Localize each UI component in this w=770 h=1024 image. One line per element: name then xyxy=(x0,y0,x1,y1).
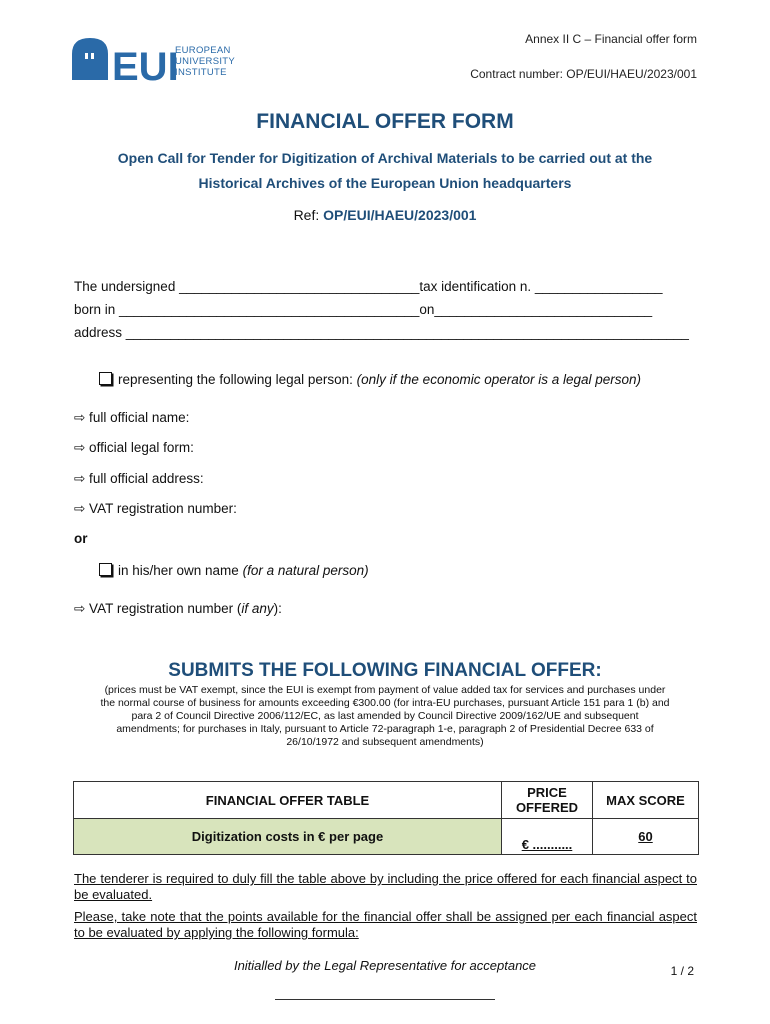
row-score xyxy=(593,819,699,855)
logo-line-1: EUROPEAN xyxy=(175,45,231,56)
para-instructions: The tenderer is required to duly fill the table above by including the price offered for each financial aspect to be evaluated. xyxy=(74,871,697,902)
item-address: ⇨ full official address: xyxy=(74,471,204,486)
col-header-table: FINANCIAL OFFER TABLE xyxy=(74,782,502,819)
annex-label: Annex II C – Financial offer form xyxy=(525,32,697,46)
row-price-input[interactable] xyxy=(502,819,593,855)
ref-label: Ref: xyxy=(293,207,324,223)
subtitle-line-2: Historical Archives of the European Union headquarters xyxy=(198,175,572,191)
undersigned-field[interactable]: The undersigned ________________________________tax identification n. _________________ xyxy=(74,279,663,294)
legal-person-option xyxy=(99,372,641,387)
logo-line-3: INSTITUTE xyxy=(175,67,227,78)
col-header-price-1: PRICE xyxy=(527,785,567,800)
vat-any-label: ⇨ VAT registration number ( xyxy=(74,601,242,616)
legal-person-checkbox[interactable] xyxy=(99,372,112,385)
vat-note: (prices must be VAT exempt, since the EUI is exempt from payment of value added tax for services and purchases under the normal course of business for amounts exceeding €300.00 (for intra-EU purchases, pursuant Article 151 para 1 (b) and para 2 of Council Directive 2006/112/EC, as last amended by Council Directive 2009/162/UE and subsequent amendments; for purchases in Italy, pursuant to Article 72-paragraph 1-e, paragraph 2 of Presidential Decree 633 of 26/10/1972 and subsequent amendments) xyxy=(100,684,670,748)
subtitle-line-1: Open Call for Tender for Digitization of Archival Materials to be carried out at the xyxy=(117,150,653,166)
ref-value: OP/EUI/HAEU/2023/001 xyxy=(323,207,477,223)
logo-line-2: UNIVERSITY xyxy=(175,56,236,67)
financial-offer-table xyxy=(73,781,699,855)
item-vat: ⇨ VAT registration number: xyxy=(74,501,237,516)
item-legal-form: ⇨ official legal form: xyxy=(74,440,194,455)
legal-person-note: (only if the economic operator is a legal person) xyxy=(356,372,642,387)
natural-person-note: (for a natural person) xyxy=(242,563,369,578)
item-vat-any xyxy=(74,601,282,617)
subtitle xyxy=(60,146,710,196)
natural-person-checkbox[interactable] xyxy=(99,563,112,576)
para-formula: Please, take note that the points available for the financial offer shall be assigned per each financial aspect to be evaluated by applying the following formula: xyxy=(74,909,697,940)
address-field[interactable]: address ___________________________________________________________________________ xyxy=(74,325,689,340)
reference xyxy=(0,207,770,223)
born-field[interactable]: born in ________________________________________on_____________________________ xyxy=(74,302,653,317)
contract-number: Contract number: OP/EUI/HAEU/2023/001 xyxy=(470,67,697,81)
or-label: or xyxy=(74,531,88,546)
legal-person-label: representing the following legal person: xyxy=(118,372,357,387)
row-price-value: € ........... xyxy=(521,837,573,852)
submits-heading: SUBMITS THE FOLLOWING FINANCIAL OFFER: xyxy=(168,660,602,681)
row-label: Digitization costs in € per page xyxy=(74,819,502,855)
signature-line[interactable] xyxy=(275,989,495,1000)
natural-person-option xyxy=(99,563,369,578)
col-header-price xyxy=(502,782,593,819)
table-header-row xyxy=(74,782,699,819)
page-title: FINANCIAL OFFER FORM xyxy=(256,110,514,133)
col-header-price-2: OFFERED xyxy=(515,800,579,815)
col-header-score: MAX SCORE xyxy=(593,782,699,819)
natural-person-label: in his/her own name xyxy=(118,563,243,578)
vat-any-note: if any xyxy=(241,601,274,616)
logo-wordmark xyxy=(175,45,235,78)
vat-any-close: ): xyxy=(273,601,282,616)
table-row xyxy=(74,819,699,855)
page-number: 1 / 2 xyxy=(670,964,694,978)
initialled-text: Initialled by the Legal Representative for acceptance xyxy=(233,958,537,973)
item-full-name: ⇨ full official name: xyxy=(74,410,190,425)
logo-abbrev: EUI xyxy=(112,45,179,82)
row-score-value: 60 xyxy=(638,829,653,844)
